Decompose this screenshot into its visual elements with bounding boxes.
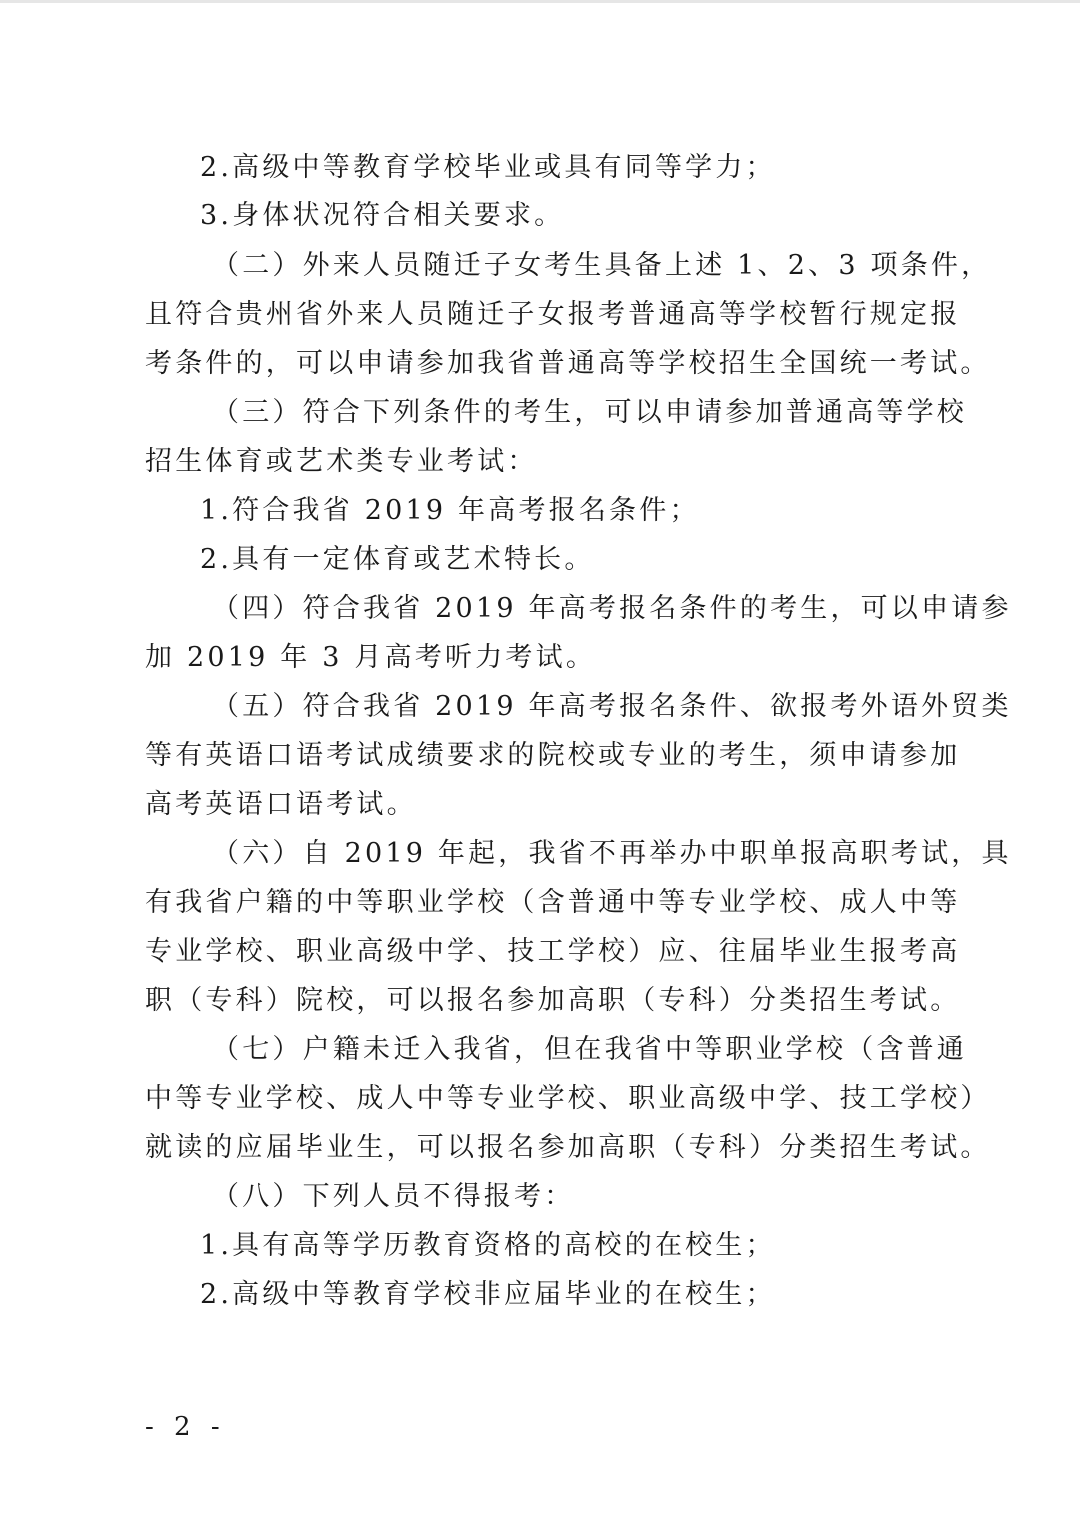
text-line: 加 2019 年 3 月高考听力考试。 bbox=[145, 642, 597, 673]
text-line: 考条件的，可以申请参加我省普通高等学校招生全国统一考试。 bbox=[145, 348, 991, 379]
page-number: - 2 - bbox=[145, 1412, 226, 1442]
text-line: （六）自 2019 年起，我省不再举办中职单报高职考试，具 bbox=[212, 838, 1012, 869]
text-line: 2.高级中等教育学校毕业或具有同等学力； bbox=[200, 152, 776, 183]
text-line: 就读的应届毕业生，可以报名参加高职（专科）分类招生考试。 bbox=[145, 1132, 991, 1163]
text-line: （二）外来人员随迁子女考生具备上述 1、2、3 项条件， bbox=[212, 250, 992, 281]
text-line: 1.符合我省 2019 年高考报名条件； bbox=[200, 495, 700, 526]
text-line: （五）符合我省 2019 年高考报名条件、欲报考外语外贸类 bbox=[212, 691, 1012, 722]
text-line: 等有英语口语考试成绩要求的院校或专业的考生，须申请参加 bbox=[145, 740, 961, 771]
text-line: 1.具有高等学历教育资格的高校的在校生； bbox=[200, 1230, 776, 1261]
text-line: 2.高级中等教育学校非应届毕业的在校生； bbox=[200, 1279, 776, 1310]
text-line: 中等专业学校、成人中等专业学校、职业高级中学、技工学校） bbox=[145, 1083, 991, 1114]
text-line: （三）符合下列条件的考生，可以申请参加普通高等学校 bbox=[212, 397, 967, 428]
text-line: 有我省户籍的中等职业学校（含普通中等专业学校、成人中等 bbox=[145, 887, 961, 918]
text-line: 3.身体状况符合相关要求。 bbox=[200, 200, 565, 231]
text-line: 专业学校、职业高级中学、技工学校）应、往届毕业生报考高 bbox=[145, 936, 961, 967]
text-line: 高考英语口语考试。 bbox=[145, 789, 417, 820]
text-line: 且符合贵州省外来人员随迁子女报考普通高等学校暂行规定报 bbox=[145, 299, 961, 330]
text-line: （七）户籍未迁入我省，但在我省中等职业学校（含普通 bbox=[212, 1034, 967, 1065]
text-line: 职（专科）院校，可以报名参加高职（专科）分类招生考试。 bbox=[145, 985, 961, 1016]
text-line: （四）符合我省 2019 年高考报名条件的考生，可以申请参 bbox=[212, 593, 1012, 624]
text-line: 招生体育或艺术类专业考试： bbox=[145, 446, 538, 477]
text-line: 2.具有一定体育或艺术特长。 bbox=[200, 544, 595, 575]
text-line: （八）下列人员不得报考： bbox=[212, 1181, 575, 1212]
